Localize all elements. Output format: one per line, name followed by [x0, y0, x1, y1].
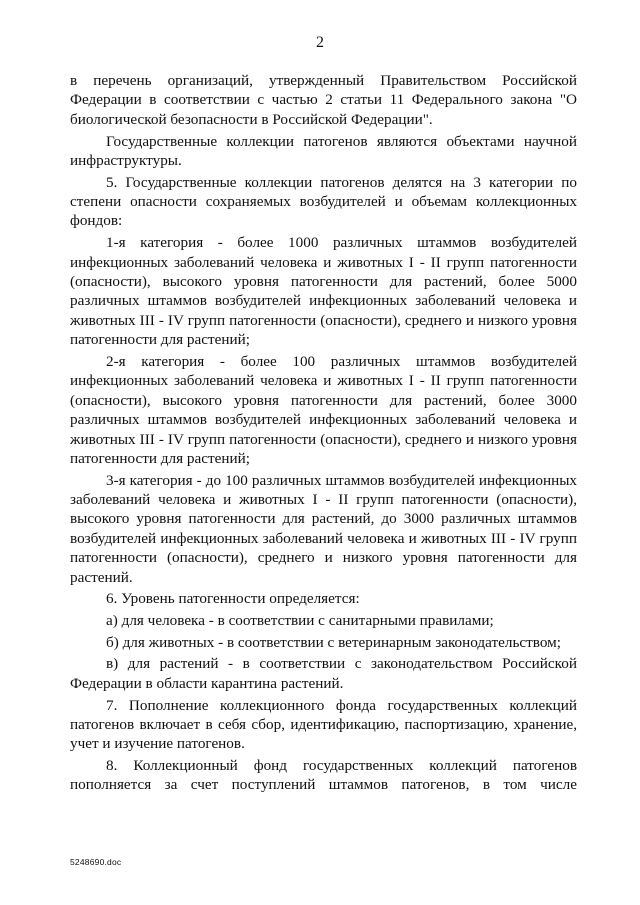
paragraph-category-3: 3-я категория - до 100 различных штаммов возбудителей инфекционных заболеваний человека и животных I - II групп патогенности (опасности), высокого уровня патогенности для растений, до 3000 различных штаммов возбудителей инфекционных заболеваний человека и животных III - IV групп патогенности (опасности), среднего и низкого уровня патогенности для растений. [70, 471, 577, 586]
page-number: 2 [316, 34, 324, 51]
paragraph-category-2: 2-я категория - более 100 различных штаммов возбудителей инфекционных заболеваний человека и животных I - II групп патогенности (опасности), высокого уровня патогенности для растений, более 3000 различных штаммов возбудителей инфекционных заболеваний человека и животных III - IV групп патогенности (опасности), среднего и низкого уровня патогенности для растений; [70, 352, 577, 467]
paragraph-item-6c: в) для растений - в соответствии с законодательством Российской Федерации в области карантина растений. [70, 655, 577, 692]
paragraph-item-8: 8. Коллекционный фонд государственных коллекций патогенов пополняется за счет поступлений штаммов патогенов, в том числе [70, 757, 577, 794]
paragraph-collections-infrastructure: Государственные коллекции патогенов являются объектами научной инфраструктуры. [70, 132, 577, 169]
paragraph-item-6a: а) для человека - в соответствии с санитарными правилами; [106, 612, 494, 630]
document-code-footer: 5248690.doc [70, 857, 122, 867]
paragraph-item-6: 6. Уровень патогенности определяется: [106, 590, 360, 608]
paragraph-item-5: 5. Государственные коллекции патогенов делятся на 3 категории по степени опасности сохраняемых возбудителей и объемам коллекционных фондов: [70, 173, 577, 230]
paragraph-item-6b: б) для животных - в соответствии с ветеринарным законодательством; [106, 633, 561, 651]
paragraph-category-1: 1-я категория - более 1000 различных штаммов возбудителей инфекционных заболеваний человека и животных I - II групп патогенности (опасности), высокого уровня патогенности для растений, более 5000 различных штаммов возбудителей инфекционных заболеваний человека и животных III - IV групп патогенности (опасности), среднего и низкого уровня патогенности для растений; [70, 234, 577, 349]
paragraph-item-7: 7. Пополнение коллекционного фонда государственных коллекций патогенов включает в себя сбор, идентификацию, паспортизацию, хранение, учет и изучение патогенов. [70, 696, 577, 753]
paragraph-continuation: в перечень организаций, утвержденный Правительством Российской Федерации в соответствии с частью 2 статьи 11 Федерального закона "О биологической безопасности в Российской Федерации". [70, 72, 577, 128]
document-body [70, 71, 577, 797]
